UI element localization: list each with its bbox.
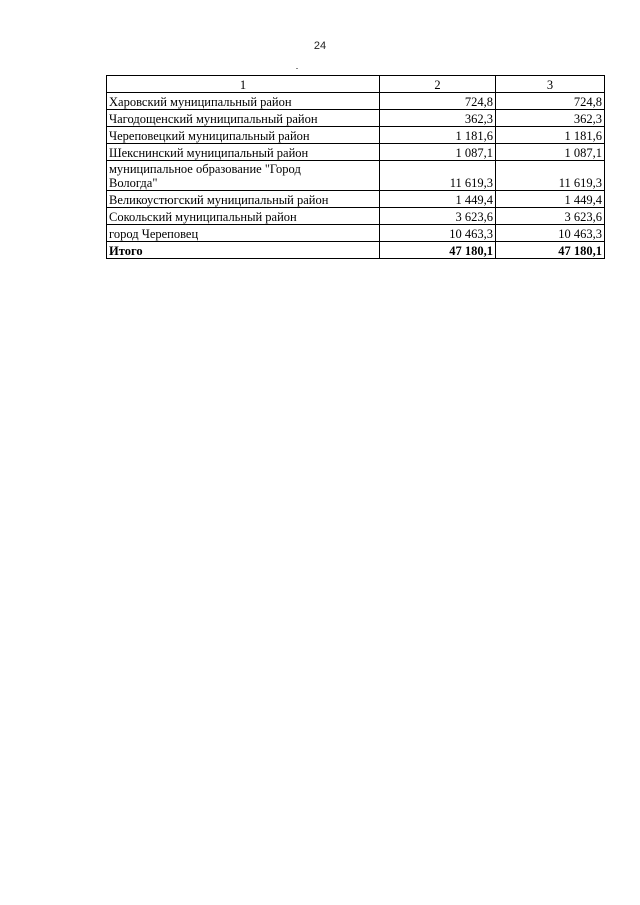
- row-col-3: 724,8: [496, 93, 605, 110]
- row-name: Чагодощенский муниципальный район: [107, 110, 380, 127]
- row-name-line-1: муниципальное образование "Город: [109, 162, 301, 176]
- row-col-3: 362,3: [496, 110, 605, 127]
- table-header-row: [107, 76, 605, 93]
- row-col-2: 724,8: [380, 93, 496, 110]
- table-total-row: [107, 242, 605, 259]
- table-row: [107, 208, 605, 225]
- page-number: 24: [313, 40, 327, 52]
- total-col-3: 47 180,1: [496, 242, 605, 259]
- row-col-3: 3 623,6: [496, 208, 605, 225]
- header-col-2: 2: [380, 76, 496, 93]
- row-col-3: 10 463,3: [496, 225, 605, 242]
- row-col-2: 1 181,6: [380, 127, 496, 144]
- row-col-2: 1 449,4: [380, 191, 496, 208]
- table-row: [107, 191, 605, 208]
- row-col-3: 1 087,1: [496, 144, 605, 161]
- row-name: [107, 161, 380, 191]
- row-col-3: 11 619,3: [496, 161, 605, 191]
- row-col-2: 362,3: [380, 110, 496, 127]
- header-col-3: 3: [496, 76, 605, 93]
- row-name: Харовский муниципальный район: [107, 93, 380, 110]
- budget-table: [106, 75, 605, 259]
- row-col-2: 11 619,3: [380, 161, 496, 191]
- row-col-2: 3 623,6: [380, 208, 496, 225]
- total-col-2: 47 180,1: [380, 242, 496, 259]
- row-col-3: 1 181,6: [496, 127, 605, 144]
- scan-artifact: [296, 68, 298, 69]
- header-col-1: 1: [107, 76, 380, 93]
- row-name: Череповецкий муниципальный район: [107, 127, 380, 144]
- row-name: Великоустюгский муниципальный район: [107, 191, 380, 208]
- row-col-2: 1 087,1: [380, 144, 496, 161]
- table-row: [107, 110, 605, 127]
- table-row: [107, 225, 605, 242]
- table-row: [107, 144, 605, 161]
- row-name: Шекснинский муниципальный район: [107, 144, 380, 161]
- row-name: город Череповец: [107, 225, 380, 242]
- row-name-line-2: Вологда": [109, 176, 158, 190]
- table-row: [107, 127, 605, 144]
- row-name: Сокольский муниципальный район: [107, 208, 380, 225]
- table-row: [107, 161, 605, 191]
- row-col-2: 10 463,3: [380, 225, 496, 242]
- total-label: Итого: [107, 242, 380, 259]
- row-col-3: 1 449,4: [496, 191, 605, 208]
- table-row: [107, 93, 605, 110]
